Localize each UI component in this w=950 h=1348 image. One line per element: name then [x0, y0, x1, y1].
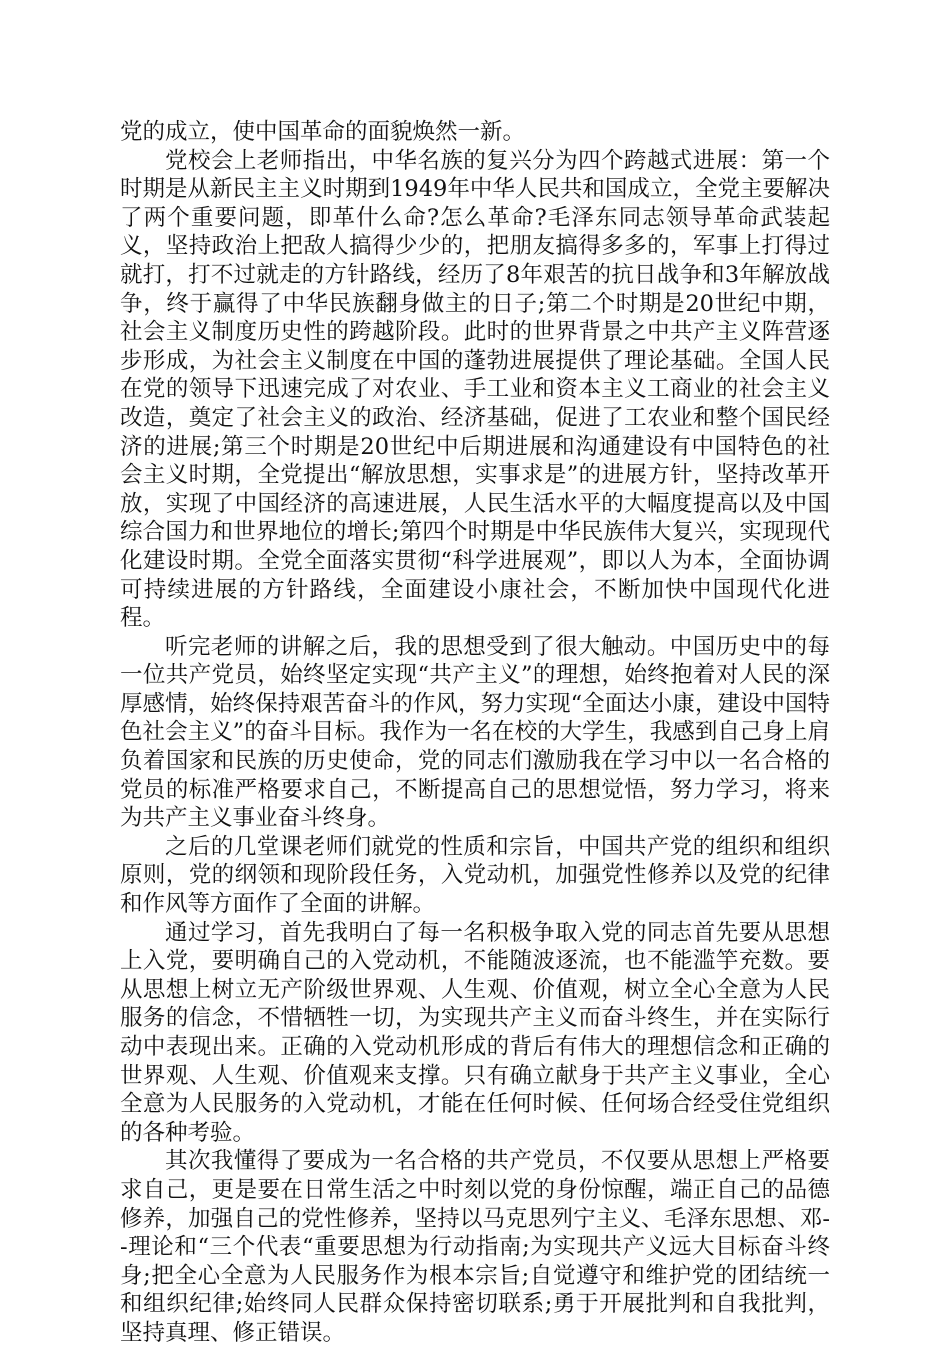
document-body — [120, 118, 830, 1348]
paragraph-1: 党的成立，使中国革命的面貌焕然一新。 — [120, 119, 526, 145]
paragraph-6: 其次我懂得了要成为一名合格的共产党员，不仅要从思想上严格要求自己，更是要在日常生活之中时刻以党的身份惊醒，端正自己的品德修养，加强自己的党性修养，坚持以马克思列宁主义、毛泽东思想、邓--理论和“三个代表“重要思想为行动指南;为实现共产义远大目标奋斗终身;把全心全意为人民服务作为根本宗旨;自觉遵守和维护党的团结统一和组织纪律;始终同人民群众保持密切联系;勇于开展批判和自我批判，坚持真理、修正错误。 — [120, 1148, 830, 1346]
paragraph-5: 通过学习，首先我明白了每一名积极争取入党的同志首先要从思想上入党，要明确自己的入党动机，不能随波逐流，也不能滥竽充数。要从思想上树立无产阶级世界观、人生观、价值观，树立全心全意为人民服务的信念，不惜牺牲一切，为实现共产主义而奋斗终生，并在实际行动中表现出来。正确的入党动机形成的背后有伟大的理想信念和正确的世界观、人生观、价值观来支撑。只有确立献身于共产主义事业，全心全意为人民服务的入党动机，才能在任何时候、任何场合经受住党组织的各种考验。 — [120, 919, 830, 1146]
paragraph-4: 之后的几堂课老师们就党的性质和宗旨，中国共产党的组织和组织原则，党的纲领和现阶段任务，入党动机，加强党性修养以及党的纪律和作风等方面作了全面的讲解。 — [120, 833, 830, 918]
paragraph-3: 听完老师的讲解之后，我的思想受到了很大触动。中国历史中的每一位共产党员，始终坚定实现“共产主义”的理想，始终抱着对人民的深厚感情，始终保持艰苦奋斗的作风，努力实现“全面达小康，建设中国特色社会主义”的奋斗目标。我作为一名在校的大学生，我感到自己身上肩负着国家和民族的历史使命，党的同志们激励我在学习中以一名合格的党员的标准严格要求自己，不断提高自己的思想觉悟，努力学习，将来为共产主义事业奋斗终身。 — [120, 633, 830, 832]
paragraph-2: 党校会上老师指出，中华名族的复兴分为四个跨越式进展：第一个时期是从新民主主义时期到1949年中华人民共和国成立，全党主要解决了两个重要问题，即革什么命?怎么革命?毛泽东同志领导革命武装起义，坚持政治上把敌人搞得少少的，把朋友搞得多多的，军事上打得过就打，打不过就走的方针路线，经历了8年艰苦的抗日战争和3年解放战争，终于赢得了中华民族翻身做主的日子;第二个时期是20世纪中期，社会主义制度历史性的跨越阶段。此时的世界背景之中共产主义阵营逐步形成，为社会主义制度在中国的蓬勃进展提供了理论基础。全国人民在党的领导下迅速完成了对农业、手工业和资本主义工商业的社会主义改造，奠定了社会主义的政治、经济基础，促进了工农业和整个国民经济的进展;第三个时期是20世纪中后期进展和沟通建设有中国特色的社会主义时期，全党提出“解放思想，实事求是”的进展方针，坚持改革开放，实现了中国经济的高速进展，人民生活水平的大幅度提高以及中国综合国力和世界地位的增长;第四个时期是中华民族伟大复兴，实现现代化建设时期。全党全面落实贯彻“科学进展观”，即以人为本，全面协调可持续进展的方针路线，全面建设小康社会，不断加快中国现代化进程。 — [120, 147, 830, 632]
